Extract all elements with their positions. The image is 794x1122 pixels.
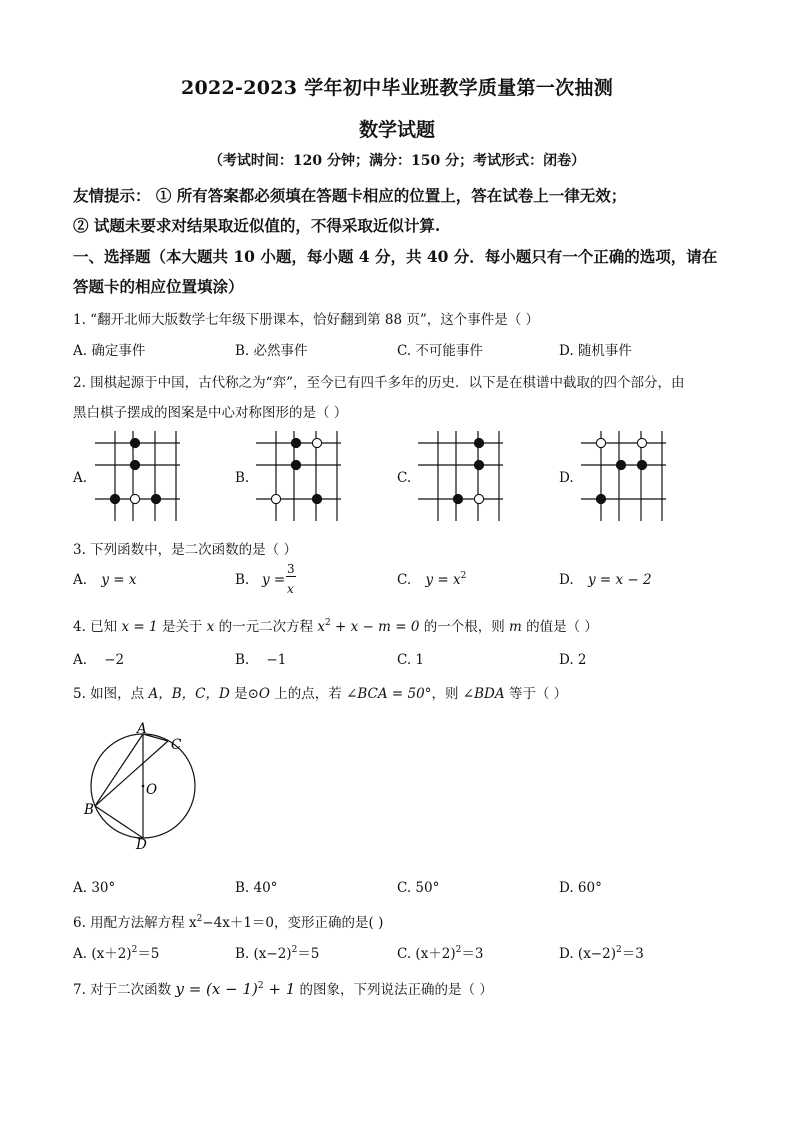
q5-option-d: D. 60° bbox=[559, 880, 602, 896]
black-stone bbox=[151, 494, 160, 503]
black-stone bbox=[616, 460, 625, 469]
black-stone bbox=[596, 494, 605, 503]
q5-option-b: B. 40° bbox=[235, 880, 278, 896]
section-heading-line-1: 一、选择题（本大题共 10 小题，每小题 4 分，共 40 分．每小题只有一个正确的选项，请在 bbox=[73, 247, 718, 266]
q5-stem-part-4: ，则 bbox=[431, 686, 463, 702]
white-stone bbox=[271, 494, 280, 503]
q4-stem-part-3: 的一元二次方程 bbox=[214, 619, 318, 635]
black-stone bbox=[453, 494, 462, 503]
q3-stem: 3. 下列函数中，是二次函数的是（ ） bbox=[73, 542, 297, 558]
q3-option-b-letter: B. bbox=[235, 572, 250, 588]
subject-title: 数学试题 bbox=[358, 119, 435, 141]
q6-option-a-rhs: ＝5 bbox=[137, 946, 160, 962]
black-stone bbox=[291, 460, 300, 469]
q5-circle-figure bbox=[80, 722, 190, 852]
q6-option-d-exponent: 2 bbox=[615, 945, 622, 955]
black-stone bbox=[110, 494, 119, 503]
q4-option-d: D. 2 bbox=[559, 652, 587, 668]
q3-option-c bbox=[397, 572, 466, 588]
q2-option-c: C. bbox=[397, 470, 412, 486]
q5-stem-part-1: 5. 如图，点 bbox=[73, 686, 149, 702]
q2-stem-line-2: 黑白棋子摆成的图案是中心对称图形的是（ ） bbox=[73, 405, 348, 421]
q4-root: x = 1 bbox=[121, 619, 158, 635]
q6-option-b-rhs: ＝5 bbox=[297, 946, 320, 962]
q4-variable: x bbox=[206, 619, 215, 635]
q5-option-c: C. 50° bbox=[397, 880, 440, 896]
q4-option-c: C. 1 bbox=[397, 652, 425, 668]
q3-option-c-exponent: 2 bbox=[460, 571, 467, 581]
q3-option-d bbox=[559, 572, 652, 588]
q5-stem-part-5: 等于（ ） bbox=[504, 686, 568, 702]
black-stone bbox=[130, 460, 139, 469]
q2-stem-line-1: 2. 围棋起源于中国，古代称之为“弈”，至今已有四千多年的历史．以下是在棋谱中截取的四个部分，由 bbox=[73, 375, 685, 391]
black-stone bbox=[312, 494, 321, 503]
q7-function-rest: + 1 bbox=[263, 980, 296, 998]
q6-option-a-base: A. (x＋2) bbox=[73, 946, 132, 962]
q5-option-a: A. 30° bbox=[73, 880, 116, 896]
label-c: C bbox=[171, 737, 182, 753]
q7-function-base: y = (x − 1) bbox=[175, 980, 258, 998]
q6-option-b bbox=[235, 942, 319, 962]
q3-option-a-letter: A. bbox=[73, 572, 88, 588]
q5-points: A，B，C，D bbox=[148, 686, 230, 702]
q3-option-d-expr: y = x − 2 bbox=[587, 572, 652, 588]
q1-option-d: D. 随机事件 bbox=[559, 343, 632, 359]
q3-option-b-lhs: y = bbox=[262, 572, 286, 588]
q7-stem-part-2: 的图象，下列说法正确的是（ ） bbox=[295, 982, 493, 998]
q4-option-a: A. −2 bbox=[73, 652, 125, 668]
label-b: B bbox=[84, 802, 94, 818]
q3-option-b-denominator: x bbox=[287, 582, 294, 596]
q1-stem: 1. “翻开北师大版数学七年级下册课本，恰好翻到第 88 页”，这个事件是（ ） bbox=[73, 312, 540, 328]
q4-stem-part-5: 的值是（ ） bbox=[521, 619, 598, 635]
q6-option-d bbox=[559, 942, 644, 962]
q2-option-d: D. bbox=[559, 470, 574, 486]
white-stone bbox=[312, 438, 321, 447]
black-stone bbox=[474, 460, 483, 469]
q3-option-b-numerator: 3 bbox=[287, 562, 295, 576]
q4-equation-exponent: 2 bbox=[325, 618, 331, 628]
label-a: A bbox=[137, 721, 147, 737]
tips-line-2: ② 试题未要求对结果取近似值的，不得采取近似计算. bbox=[73, 216, 441, 235]
q6-stem-exponent: 2 bbox=[196, 914, 203, 924]
q6-option-d-rhs: ＝3 bbox=[621, 946, 644, 962]
q6-stem bbox=[73, 911, 383, 931]
q1-option-b: B. 必然事件 bbox=[235, 343, 308, 359]
go-board-b bbox=[256, 431, 341, 521]
q3-option-c-expr: y = x bbox=[425, 572, 461, 588]
q4-equation-rest: + x − m = 0 bbox=[330, 619, 420, 635]
q6-option-c-exponent: 2 bbox=[455, 945, 462, 955]
q6-option-a-exponent: 2 bbox=[131, 945, 138, 955]
q4-equation-x: x bbox=[317, 619, 326, 635]
label-d: D bbox=[136, 837, 147, 853]
q1-option-c: C. 不可能事件 bbox=[397, 343, 483, 359]
black-stone bbox=[130, 438, 139, 447]
q7-stem-part-1: 7. 对于二次函数 bbox=[73, 982, 176, 998]
black-stone bbox=[637, 460, 646, 469]
q6-option-b-exponent: 2 bbox=[291, 945, 298, 955]
q2-option-a: A. bbox=[73, 470, 88, 486]
q4-stem-part-4: 的一个根，则 bbox=[419, 619, 510, 635]
q3-option-a-expr: y = x bbox=[101, 572, 137, 588]
q5-stem-part-2: 是⊙ bbox=[229, 686, 259, 702]
q5-stem-part-3: 上的点，若 bbox=[269, 686, 347, 702]
q6-option-d-base: D. (x−2) bbox=[559, 946, 616, 962]
q4-stem-part-1: 4. 已知 bbox=[73, 619, 122, 635]
black-stone bbox=[291, 438, 300, 447]
q6-option-a bbox=[73, 942, 159, 962]
go-board-a bbox=[95, 431, 180, 521]
q7-stem bbox=[73, 978, 493, 998]
black-stone bbox=[474, 438, 483, 447]
q5-given-angle: ∠BCA = 50° bbox=[346, 686, 432, 702]
q6-option-c-base: C. (x＋2) bbox=[397, 946, 456, 962]
q4-param: m bbox=[509, 619, 522, 635]
go-board-c bbox=[418, 431, 503, 521]
go-board-d bbox=[581, 431, 666, 521]
q1-option-a: A. 确定事件 bbox=[73, 343, 146, 359]
q2-option-b: B. bbox=[235, 470, 250, 486]
exam-info: （考试时间：120 分钟；满分：150 分；考试形式：闭卷） bbox=[208, 153, 586, 169]
q3-option-c-letter: C. bbox=[397, 572, 412, 588]
q3-option-b-expr bbox=[262, 572, 285, 588]
q5-circle-name: O bbox=[258, 686, 270, 702]
white-stone bbox=[130, 494, 139, 503]
tips-line-1: 友情提示： ① 所有答案都必须填在答题卡相应的位置上，答在试卷上一律无效； bbox=[73, 186, 627, 205]
q6-option-c bbox=[397, 942, 484, 962]
q6-option-c-rhs: ＝3 bbox=[461, 946, 484, 962]
q3-option-a bbox=[73, 572, 136, 588]
q7-function-exponent: 2 bbox=[257, 981, 264, 991]
q5-target-angle: ∠BDA bbox=[462, 686, 505, 702]
exam-title: 2022-2023 学年初中毕业班教学质量第一次抽测 bbox=[180, 77, 614, 99]
q3-option-d-letter: D. bbox=[559, 572, 574, 588]
center-point-o bbox=[142, 785, 145, 788]
q4-stem bbox=[73, 615, 598, 635]
white-stone bbox=[474, 494, 483, 503]
q4-option-b: B. −1 bbox=[235, 652, 287, 668]
q6-stem-part-1: 6. 用配方法解方程 x bbox=[73, 915, 197, 931]
white-stone bbox=[596, 438, 605, 447]
section-heading-line-2: 答题卡的相应位置填涂） bbox=[73, 277, 244, 296]
q6-stem-part-2: −4x＋1＝0，变形正确的是( ) bbox=[202, 915, 384, 931]
white-stone bbox=[637, 438, 646, 447]
segment-bd bbox=[95, 806, 143, 838]
q6-option-b-base: B. (x−2) bbox=[235, 946, 292, 962]
label-o: O bbox=[146, 782, 158, 798]
q5-stem bbox=[73, 682, 567, 702]
q4-stem-part-2: 是关于 bbox=[157, 619, 207, 635]
